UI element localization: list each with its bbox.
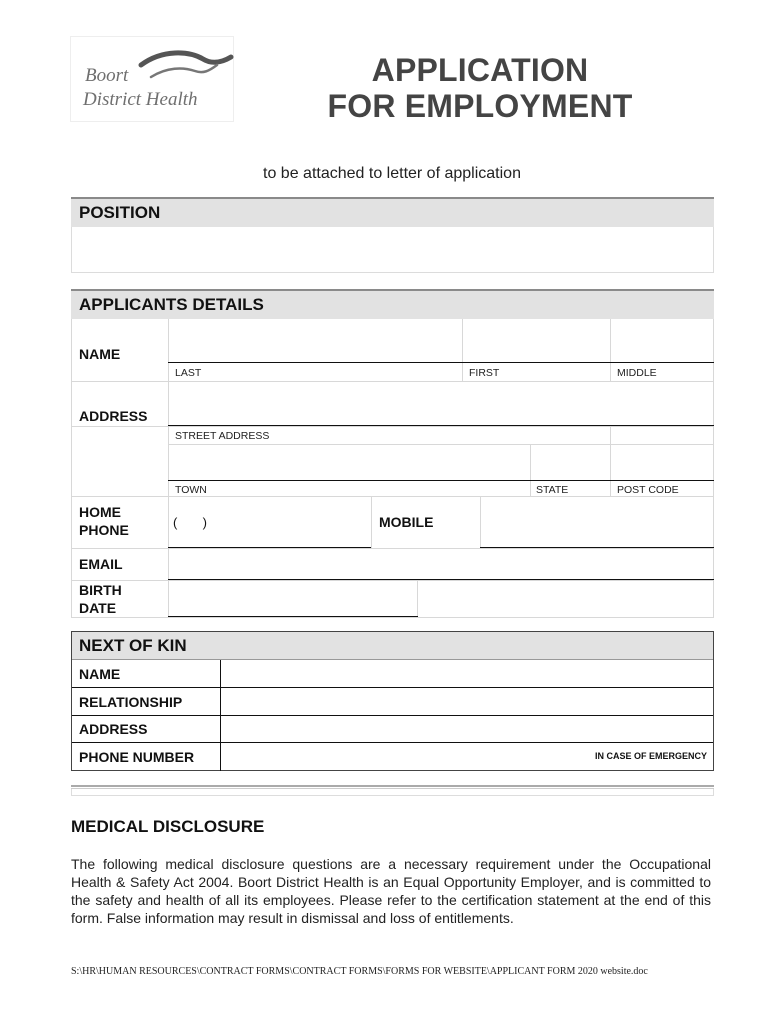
home-phone-area-code: ( ) <box>173 515 207 530</box>
home-phone-label-line1: HOME <box>79 504 121 520</box>
postcode-field[interactable] <box>611 445 713 479</box>
position-section-heading: POSITION <box>71 197 714 227</box>
next-of-kin-section-heading: NEXT OF KIN <box>72 632 713 660</box>
logo-text-district-health: District Health <box>83 89 198 110</box>
medical-disclosure-text: The following medical disclosure questions are a necessary requirement under the Occupational Health & Safety Act 2004. Boort District Health is an Equal Opportunity Employer, and is committed to the safety and health of all its employees. Please refer to the certification statement at the end of this form. False information may result in dismissal and loss of entitlements. <box>71 856 711 926</box>
first-name-caption: FIRST <box>469 367 500 379</box>
email-label: EMAIL <box>79 556 123 572</box>
home-phone-field[interactable] <box>169 497 371 546</box>
last-name-field[interactable] <box>169 320 462 362</box>
last-name-caption: LAST <box>175 367 202 379</box>
kin-emergency-note: IN CASE OF EMERGENCY <box>594 751 707 761</box>
kin-phone-label: PHONE NUMBER <box>79 749 195 765</box>
street-address-field[interactable] <box>169 382 713 424</box>
address-label: ADDRESS <box>79 408 148 424</box>
medical-disclosure-heading: MEDICAL DISCLOSURE <box>71 817 265 836</box>
kin-name-field[interactable] <box>221 661 713 687</box>
name-label: NAME <box>79 346 121 362</box>
state-caption: STATE <box>536 484 569 496</box>
town-field[interactable] <box>169 445 530 479</box>
logo-text-boort: Boort <box>85 65 129 86</box>
section-divider-box <box>71 789 714 796</box>
home-phone-label-line2: PHONE <box>79 522 129 538</box>
kin-address-label: ADDRESS <box>79 721 148 737</box>
state-field[interactable] <box>531 445 610 479</box>
first-name-field[interactable] <box>463 320 610 362</box>
birth-date-field[interactable] <box>169 581 417 615</box>
position-field[interactable] <box>71 227 714 273</box>
town-caption: TOWN <box>175 484 207 496</box>
middle-name-caption: MIDDLE <box>617 367 657 379</box>
birth-date-label-line1: BIRTH <box>79 582 122 598</box>
middle-name-field[interactable] <box>611 320 713 362</box>
document-footer-path: S:\HR\HUMAN RESOURCES\CONTRACT FORMS\CONTRACT FORMS\FORMS FOR WEBSITE\APPLICANT FORM 2020 website.doc <box>71 966 648 977</box>
postcode-caption: POST CODE <box>617 484 679 496</box>
birth-date-label-line2: DATE <box>79 600 117 616</box>
mobile-label: MOBILE <box>379 514 434 530</box>
applicants-section-heading: APPLICANTS DETAILS <box>71 289 714 319</box>
email-field[interactable] <box>169 549 713 579</box>
kin-relationship-field[interactable] <box>221 688 713 715</box>
page-subtitle: to be attached to letter of application <box>263 165 521 182</box>
page-title-line2: FOR EMPLOYMENT <box>327 88 633 124</box>
page-title-line1: APPLICATION <box>371 52 589 88</box>
kin-relationship-label: RELATIONSHIP <box>79 694 183 710</box>
logo <box>70 36 234 122</box>
kin-phone-field[interactable] <box>221 743 713 770</box>
kin-name-label: NAME <box>79 666 121 682</box>
kin-address-field[interactable] <box>221 716 713 742</box>
street-address-caption: STREET ADDRESS <box>175 430 270 442</box>
mobile-field[interactable] <box>481 497 713 546</box>
